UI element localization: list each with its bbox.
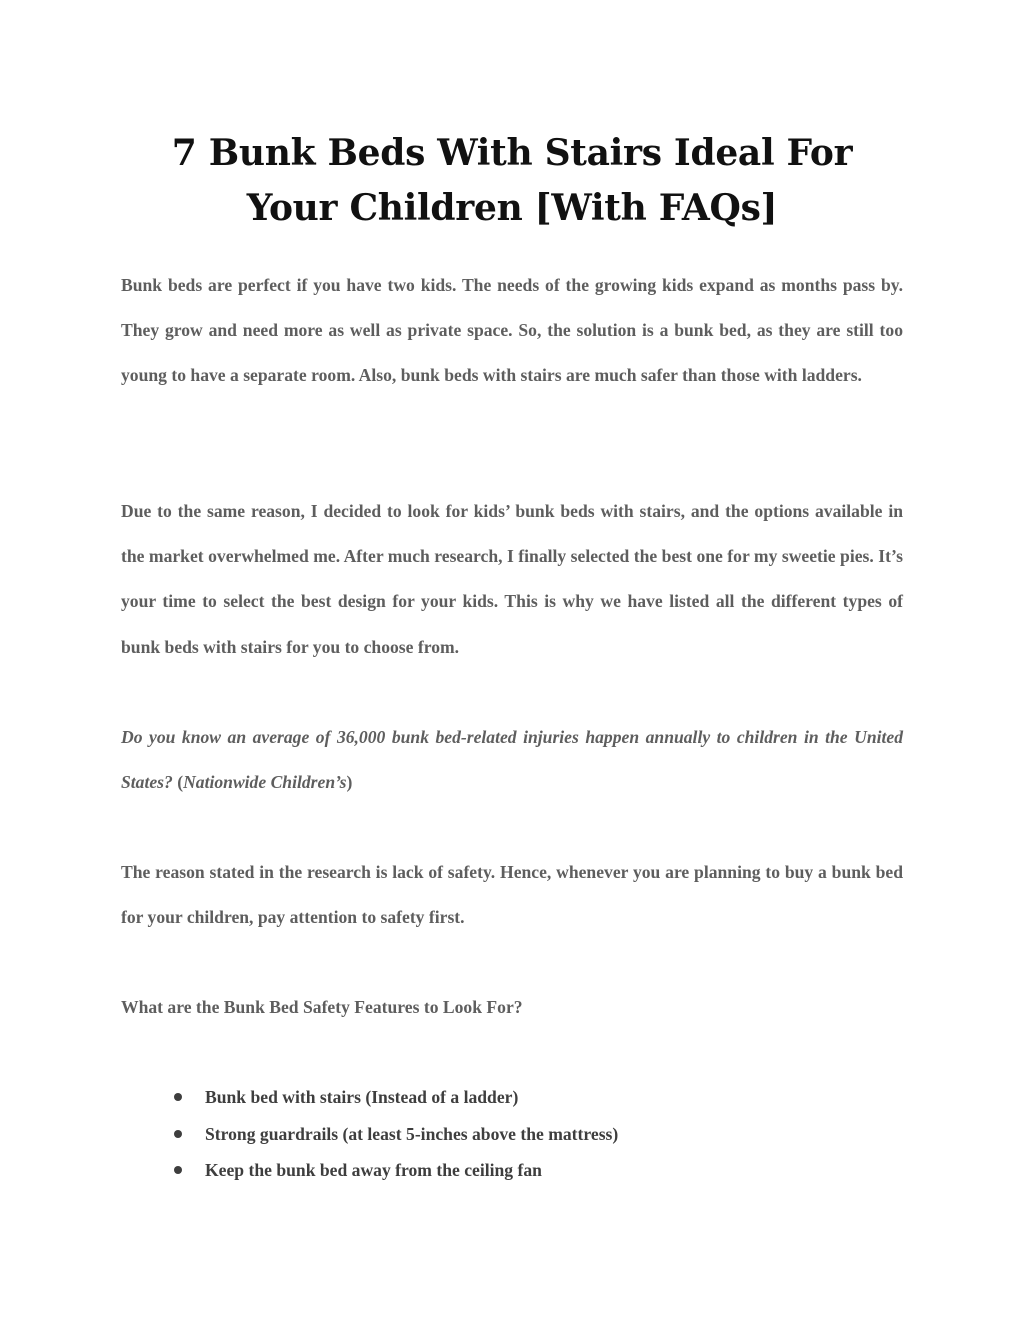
- source-close-paren: ): [346, 772, 353, 793]
- list-item: [168, 1120, 618, 1157]
- source-citation: Nationwide Children’s: [183, 772, 347, 793]
- list-item-text: Bunk bed with stairs (Instead of a ladder): [205, 1087, 519, 1107]
- intro-paragraph: Bunk beds are perfect if you have two kids. The needs of the growing kids expand as months pass by. They grow and need more as well as private space. So, the solution is a bunk bed, as they are still too young to have a separate room. Also, bunk beds with stairs are much safer than those with ladders.: [121, 275, 903, 386]
- source-open-paren: (: [177, 772, 184, 793]
- bullet-icon: [174, 1093, 182, 1101]
- statistic-question: Do you know an average of 36,000 bunk bed-related injuries happen annually to children in the United States?: [121, 727, 903, 793]
- list-item: [168, 1156, 618, 1193]
- page-title: [100, 126, 924, 236]
- injury-statistic: [121, 715, 903, 805]
- title-line-1: 7 Bunk Beds With Stairs Ideal For: [171, 132, 853, 174]
- safety-features-list: [168, 1083, 618, 1193]
- list-item-text: Keep the bunk bed away from the ceiling fan: [205, 1160, 542, 1180]
- list-item-text: Strong guardrails (at least 5-inches above the mattress): [205, 1123, 619, 1144]
- list-item: [168, 1083, 618, 1120]
- bullet-icon: [174, 1166, 182, 1174]
- safety-features-heading: What are the Bunk Bed Safety Features to Look For?: [121, 997, 523, 1017]
- safety-paragraph: The reason stated in the research is lack of safety. Hence, whenever you are planning to buy a bunk bed for your children, pay attention to safety first.: [121, 862, 903, 928]
- bullet-icon: [174, 1130, 182, 1138]
- research-paragraph: Due to the same reason, I decided to look for kids’ bunk beds with stairs, and the options available in the market overwhelmed me. After much research, I finally selected the best one for my sweetie pies. It’s your time to select the best design for your kids. This is why we have listed all the different types of bunk beds with stairs for you to choose from.: [121, 501, 903, 657]
- title-line-2: Your Children [With FAQs]: [246, 187, 778, 229]
